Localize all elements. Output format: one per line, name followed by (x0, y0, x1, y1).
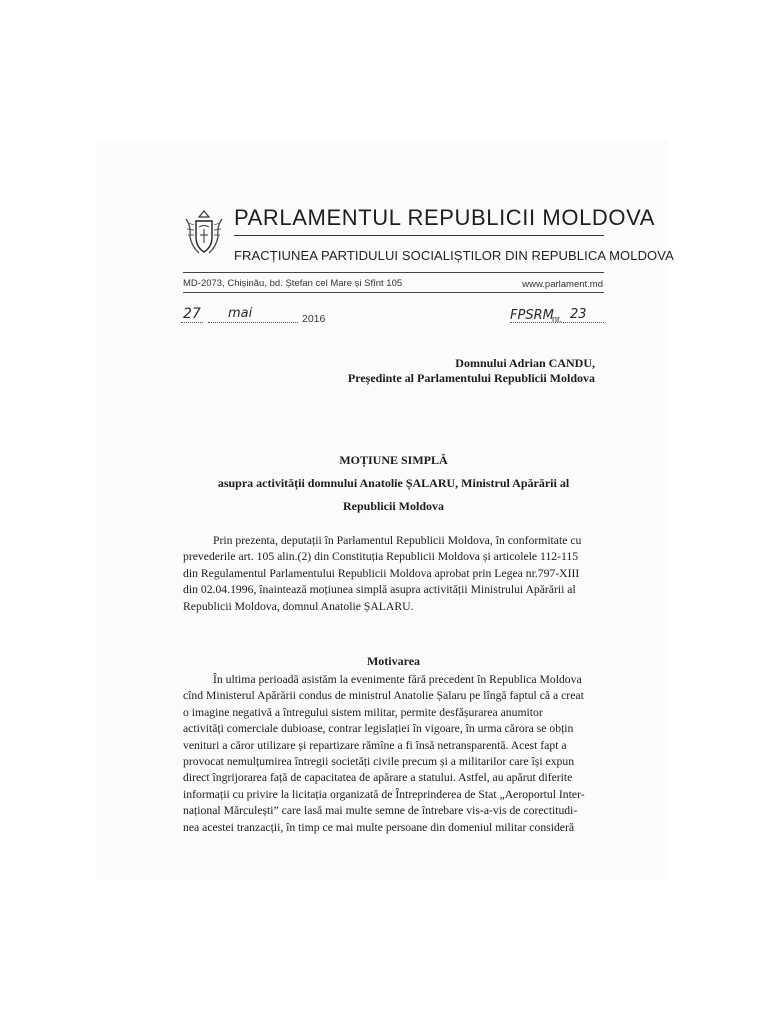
date-year: 2016 (302, 313, 326, 325)
intro-paragraph (183, 533, 604, 615)
letterhead-divider (234, 235, 604, 236)
section-heading: Motivarea (366, 654, 421, 668)
motivation-line: o imagine negativă a întregului sistem militar, permite desfășurarea anumitor (183, 705, 543, 719)
intro-line: Republicii Moldova, domnul Anatolie ȘALARU. (183, 599, 414, 613)
date-month-dots (208, 322, 298, 323)
faction-name: FRACȚIUNEA PARTIDULUI SOCIALIȘTILOR DIN REPUBLICA MOLDOVA (234, 248, 674, 263)
document-title: MOȚIUNE SIMPLĂ (339, 453, 448, 467)
motivation-line: În ultima perioadă asistăm la evenimente fără precedent în Republica Moldova (213, 673, 582, 686)
intro-line: din Regulamentul Parlamentului Republicii Moldova aprobat prin Legea nr.797-XIII (183, 566, 580, 580)
address-top-rule (183, 272, 604, 273)
motivation-paragraph (183, 672, 604, 836)
date-day: 27 (183, 306, 201, 322)
document-subtitle-line1: asupra activității domnului Anatolie ȘALARU, Ministrul Apărării al (217, 476, 570, 490)
postal-address: MD-2073, Chișinău, bd. Ștefan cel Mare și Sfînt 105 (183, 278, 403, 289)
document-subtitle-line2: Republicii Moldova (342, 499, 444, 513)
date-day-dots (181, 322, 203, 323)
intro-line: din 02.04.1996, înaintează moțiunea simplă asupra activității Ministrului Apărării al (183, 583, 576, 597)
motivation-line: cînd Ministerul Apărării condus de ministrul Anatolie Șalaru pe lîngă faptul că a creat (183, 689, 584, 703)
intro-line: prevederile art. 105 alin.(2) din Constituția Republicii Moldova și articolele 112-115 (183, 550, 579, 564)
motivation-line: venituri a căror utilizare și repartizare rămîne a fi însă netransparentă. Acest fapt a (183, 738, 567, 752)
date-month: mai (228, 306, 253, 321)
parliament-title: PARLAMENTUL REPUBLICII MOLDOVA (234, 205, 656, 230)
website-link[interactable]: www.parlament.md (522, 279, 603, 290)
addressee-title: Președinte al Parlamentului Republicii Moldova (347, 371, 595, 385)
intro-line: Prin prezenta, deputații în Parlamentul Republicii Moldova, în conformitate cu (213, 534, 582, 547)
motivation-line: direct îngrijorarea față de capacitatea de apărare a statului. Astfel, au apărut diferite (183, 771, 573, 785)
registration-nr-label: nr. (552, 314, 563, 324)
registration-dots (510, 322, 604, 323)
motivation-line: național Mărculești” care lasă mai multe semne de întrebare vis-a-vis de corectitudi- (183, 804, 578, 818)
registration-number: 23 (570, 307, 587, 322)
motivation-line: informații cu privire la licitația organizată de Întreprinderea de Stat „Aeroportul Inter- (183, 787, 585, 801)
addressee-name: Domnului Adrian CANDU, (455, 356, 595, 370)
motivation-line: nea acestei tranzacții, în timp ce mai multe persoane din domeniul militar consideră (183, 820, 575, 834)
motivation-line: provocat nemulțumirea întregii societăți civile precum și a militarilor care își expun (183, 755, 575, 769)
coat-of-arms-icon (183, 207, 225, 259)
registration-prefix: FPSRM (510, 308, 554, 323)
motivation-line: activități comerciale dubioase, contrar legislației în vigoare, în urma cărora se obțin (183, 722, 574, 736)
address-bottom-rule (183, 292, 604, 293)
